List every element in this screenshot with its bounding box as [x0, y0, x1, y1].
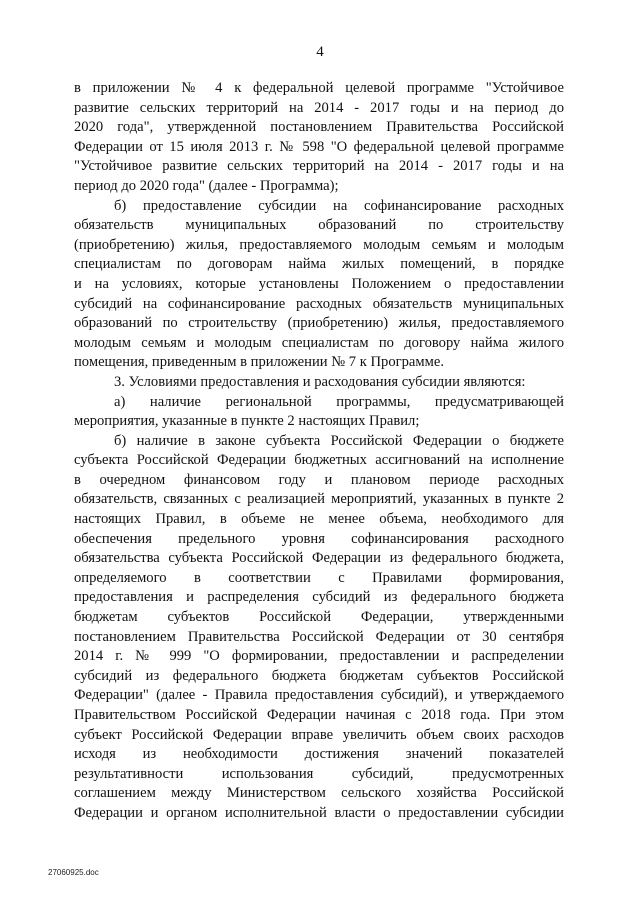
text-line: 2020 года", утвержденной постановлением Правительства Российской — [74, 119, 564, 136]
text-line: субъекта Российской Федерации бюджетных ассигнований на исполнение — [74, 452, 564, 469]
text-line: в приложении № 4 к федеральной целевой программе "Устойчивое — [74, 80, 564, 96]
text-line: б) предоставление субсидии на софинансирование расходных — [114, 197, 564, 214]
text-line: 2014 г. № 999 "О формировании, предоставлении и распределении — [74, 648, 564, 665]
text-line: субъект Российской Федерации вправе увеличить объем своих расходов — [74, 726, 564, 743]
text-line: постановлением Правительства Российской Федерации от 30 сентября — [74, 628, 564, 645]
text-line: молодым семьям и молодым специалистам по договору найма жилого — [74, 334, 564, 351]
text-line: Федерации" (далее - Правила предоставления субсидий), и утверждаемого — [74, 687, 564, 704]
text-line: бюджетам субъектов Российской Федерации, утвержденными — [74, 609, 564, 626]
text-line: обязательства субъекта Российской Федерации из федерального бюджета, — [74, 550, 564, 567]
text-line: определяемого в соответствии с Правилами формирования, — [74, 569, 564, 586]
text-line: образований по строительству (приобретению) жилья, предоставляемого — [74, 315, 564, 332]
text-line: Правительством Российской Федерации начиная с 2018 года. При этом — [74, 707, 564, 723]
text-line: обязательств, связанных с реализацией мероприятий, указанных в пункте 2 — [74, 491, 564, 508]
text-line: 3. Условиями предоставления и расходования субсидии являются: — [114, 373, 526, 390]
text-line: мероприятия, указанные в пункте 2 настоящих Правил; — [74, 413, 420, 430]
text-line: предоставления и распределения субсидий из федерального бюджета — [74, 589, 564, 606]
text-line: помещения, приведенным в приложении № 7 к Программе. — [74, 354, 444, 371]
text-line: (приобретению) жилья, предоставляемого молодым семьям и молодым — [74, 236, 564, 253]
footer-file-code: 27060925.doc — [48, 868, 99, 877]
text-line: а) наличие региональной программы, предусматривающей — [114, 393, 564, 410]
text-line: специалистам по договорам найма жилых помещений, в порядке — [74, 256, 564, 273]
text-line: в очередном финансовом году и плановом периоде расходных — [74, 471, 564, 488]
text-line: развитие сельских территорий на 2014 - 2017 годы и на период до — [74, 99, 564, 116]
text-line: Федерации и органом исполнительной власти о предоставлении субсидии — [74, 804, 564, 821]
text-line: "Устойчивое развитие сельских территорий на 2014 - 2017 годы и на — [74, 158, 564, 175]
text-line: соглашением между Министерством сельского хозяйства Российской — [74, 785, 564, 802]
text-line: период до 2020 года" (далее - Программа); — [74, 177, 339, 194]
text-line: субсидий на софинансирование расходных обязательств муниципальных — [74, 295, 564, 312]
text-line: б) наличие в законе субъекта Российской Федерации о бюджете — [114, 432, 564, 449]
text-line: результативности использования субсидий, предусмотренных — [74, 765, 564, 782]
text-line: обязательств муниципальных образований по строительству — [74, 217, 564, 234]
text-line: и на условиях, которые установлены Положением о предоставлении — [74, 275, 564, 292]
document-body — [74, 79, 564, 824]
text-line: исходя из необходимости достижения значений показателей — [74, 746, 564, 763]
text-line: обеспечения предельного уровня софинансирования расходного — [74, 530, 564, 547]
text-line: настоящих Правил, в объеме не менее объема, необходимого для — [74, 511, 564, 528]
text-line: Федерации от 15 июля 2013 г. № 598 "О федеральной целевой программе — [74, 138, 564, 155]
page-number: 4 — [316, 44, 324, 60]
text-line: субсидий из федерального бюджета бюджетам субъектов Российской — [74, 667, 564, 684]
